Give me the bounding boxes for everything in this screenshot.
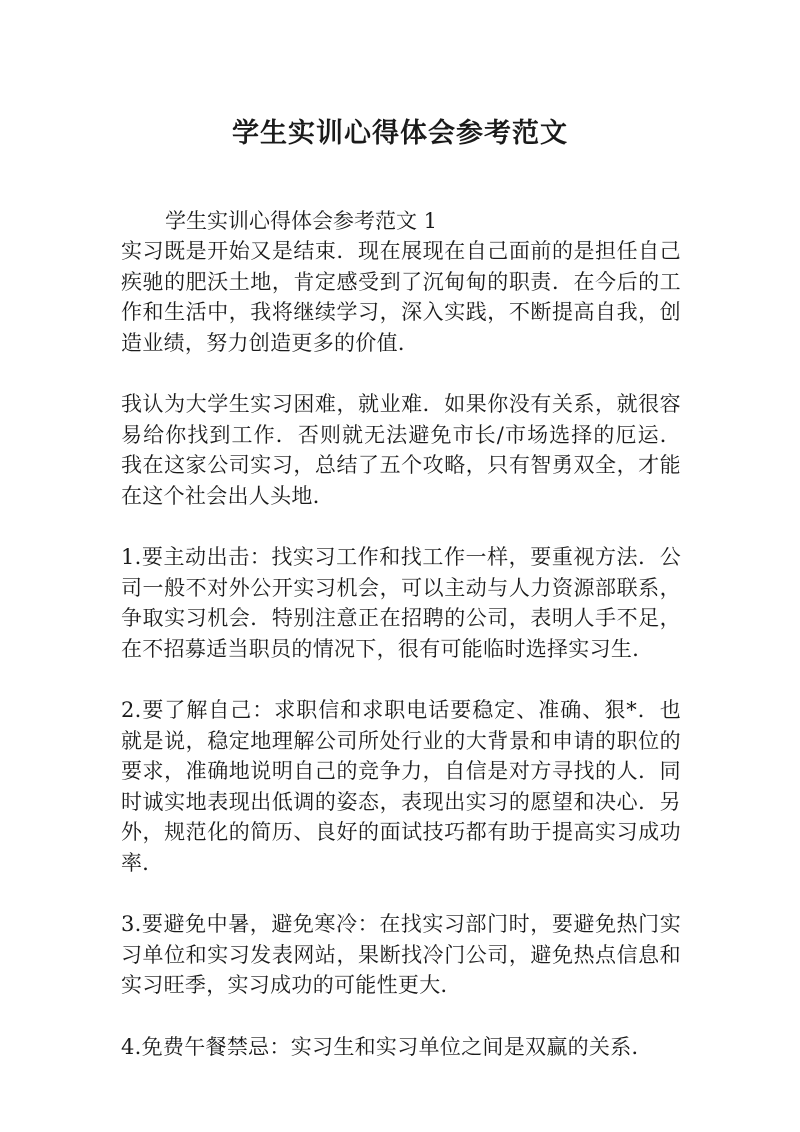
section-subtitle: 学生实训心得体会参考范文 1 [165,209,438,233]
paragraph-4: 2.要了解自己：求职信和求职电话要稳定、准确、狠*．也就是说，稳定地理解公司所处行业的大背景和申请的职位的要求，准确地说明自己的竞争力，自信是对方寻找的人．同时诚实地表现出低调的姿态，表现出实习的愿望和决心．另外，规范化的简历、良好的面试技巧都有助于提高实习成功率． [121,698,681,875]
paragraph-1: 实习既是开始又是结束．现在展现在自己面前的是担任自己疾驰的肥沃土地，肯定感受到了沉甸甸的职责．在今后的工作和生活中，我将继续学习，深入实践，不断提高自我，创造业绩，努力创造更多的价值． [121,239,681,355]
paragraph-3: 1.要主动出击：找实习工作和找工作一样，要重视方法．公司一般不对外公开实习机会，可以主动与人力资源部联系，争取实习机会．特别注意正在招聘的公司，表明人手不足，在不招募适当职员的情况下，很有可能临时选择实习生． [121,545,681,661]
paragraph-spacer [121,1001,681,1032]
paragraph-5: 3.要避免中暑，避免寒冷：在找实习部门时，要避免热门实习单位和实习发表网站，果断找冷门公司，避免热点信息和实习旺季，实习成功的可能性更大． [121,912,681,997]
document-title: 学生实训心得体会参考范文 [232,118,568,149]
paragraph-2: 我认为大学生实习困难，就业难．如果你没有关系，就很容易给你找到工作．否则就无法避免市长/市场选择的厄运．我在这家公司实习，总结了五个攻略，只有智勇双全，才能在这个社会出人头地． [121,392,681,508]
document-body [121,207,681,1062]
paragraph-spacer [121,358,681,389]
paragraph-spacer [121,664,681,695]
paragraph-spacer [121,511,681,542]
paragraph-spacer [121,878,681,909]
paragraph-6: 4.免费午餐禁忌：实习生和实习单位之间是双赢的关系． [121,1034,653,1059]
